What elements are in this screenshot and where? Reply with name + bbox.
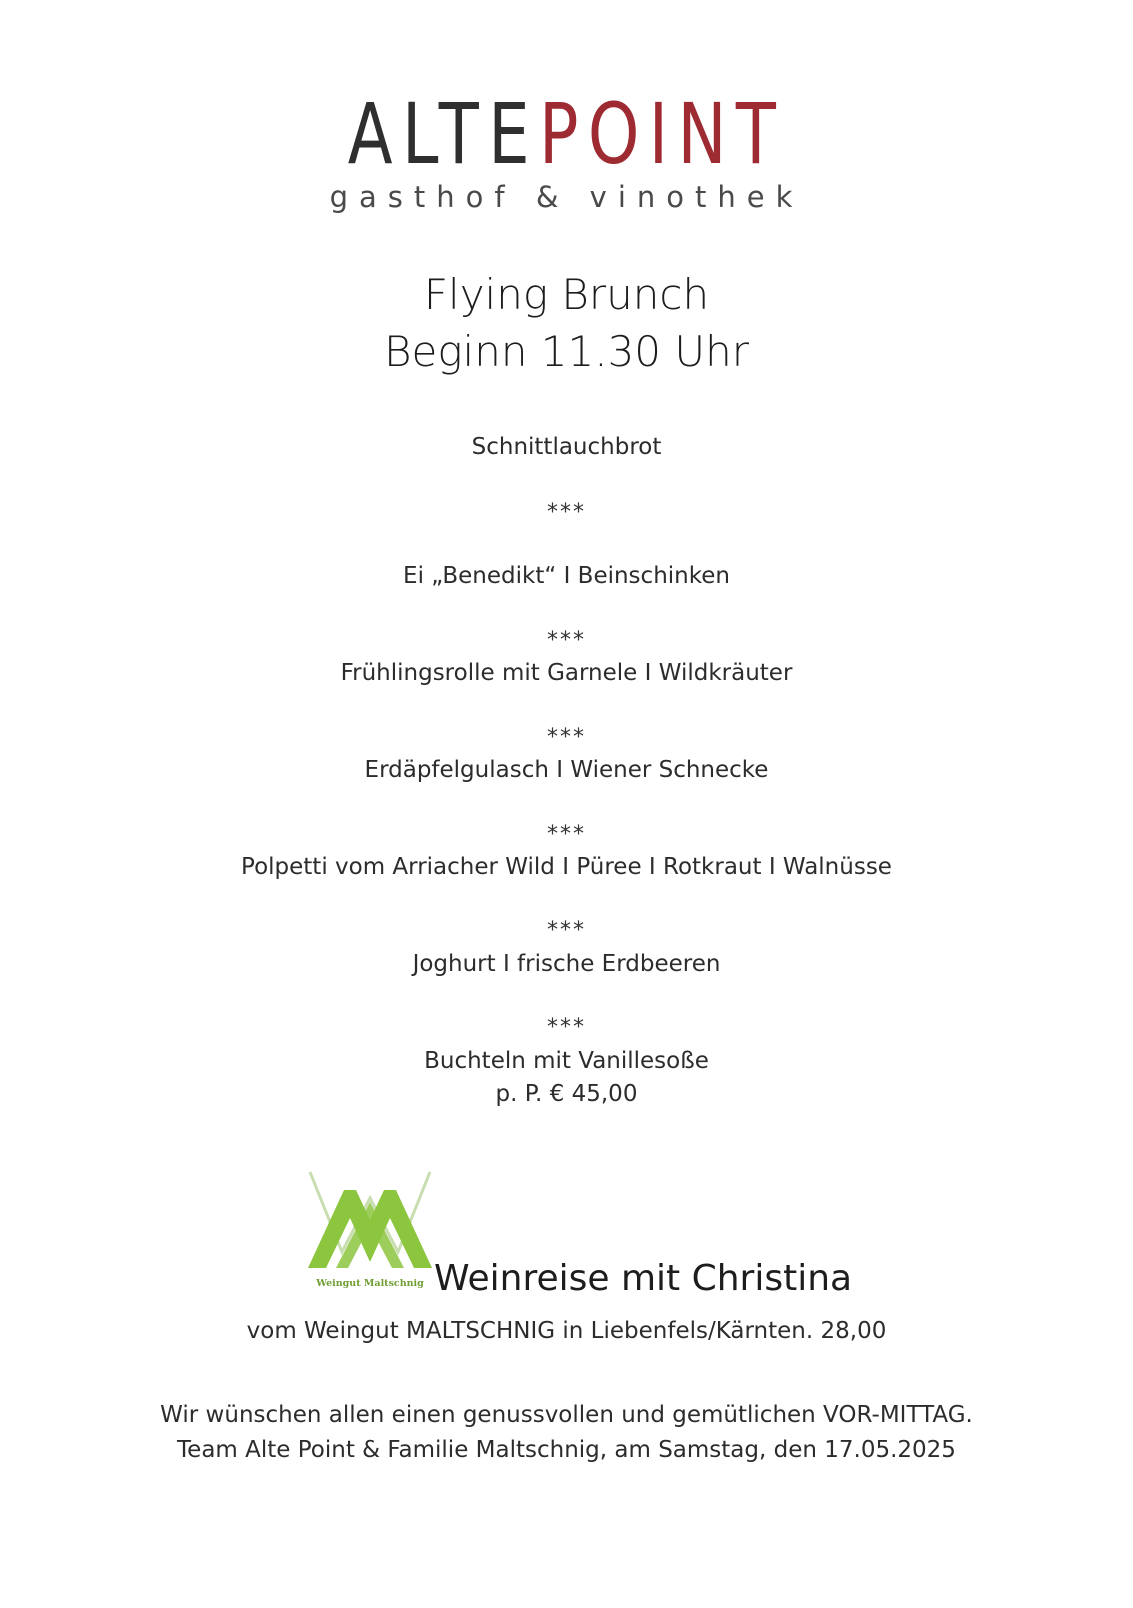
title-line-2: Beginn 11.30 Uhr [383,327,750,376]
menu-separator: *** [547,628,586,653]
menu-item: Frühlingsrolle mit Garnele I Wildkräuter [340,660,793,686]
menu-separator: *** [547,725,586,750]
winery-logo-text: Weingut Maltschnig [316,1278,424,1289]
menu-item: Ei „Benedikt“ I Beinschinken [403,563,730,589]
logo-subtitle: gasthof & vinothek [329,180,804,214]
logo-wordmark-point: POINT [538,85,786,183]
menu-separator: *** [547,500,586,525]
wine-title: Weinreise mit Christina [434,1258,853,1299]
logo-wordmark [125,85,1009,183]
title-line-1: Flying Brunch [423,270,710,319]
footer [0,1398,1133,1468]
menu-item: Buchteln mit Vanillesoße [424,1048,709,1074]
menu-separator: *** [547,1015,586,1040]
menu-separator: *** [547,918,586,943]
page-title [0,266,1133,380]
footer-line-2: Team Alte Point & Familie Maltschnig, am Samstag, den 17.05.2025 [177,1437,956,1463]
menu-item: Schnittlauchbrot [471,434,662,460]
menu-item: Joghurt I frische Erdbeeren [412,951,721,977]
menu-price: p. P. € 45,00 [495,1081,638,1107]
winery-logo-icon [306,1168,434,1294]
wine-subtitle: vom Weingut MALTSCHNIG in Liebenfels/Kärnten. 28,00 [246,1318,887,1344]
footer-line-1: Wir wünschen allen einen genussvollen und gemütlichen VOR-MITTAG. [160,1402,973,1428]
logo-wordmark-alte: ALTE [347,85,539,183]
menu-item: Erdäpfelgulasch I Wiener Schnecke [364,757,769,783]
menu-separator: *** [547,822,586,847]
restaurant-logo [0,85,1133,214]
menu-item: Polpetti vom Arriacher Wild I Püree I Rotkraut I Walnüsse [241,854,892,880]
